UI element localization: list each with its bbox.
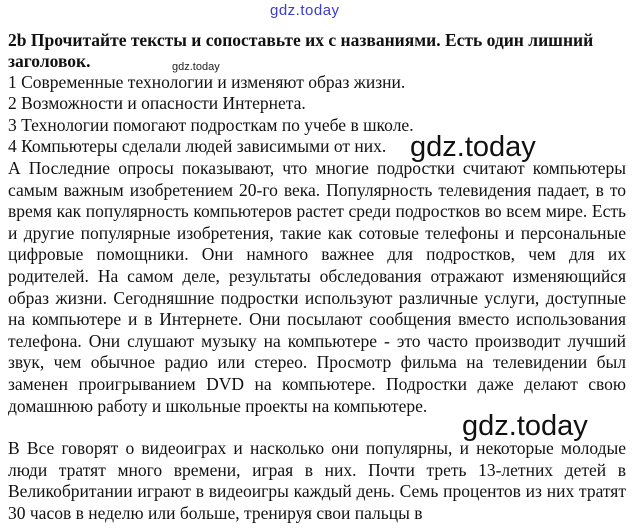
watermark-top: gdz.today (270, 2, 340, 19)
heading-option-4: 4 Компьютеры сделали людей зависимыми от них. (8, 136, 387, 156)
task-heading: 2b Прочитайте тексты и сопоставьте их с названиями. Есть один лишний заголовок. (8, 30, 594, 71)
watermark-large-b: gdz.today (462, 410, 588, 442)
text-a-paragraph: А Последние опросы показывают, что многие подростки считают компьютеры самым важным изобретением 20-го века. Популярность телевидения падает, в то время как популярность компьютеров растет среди подростков во всем мире. Есть и другие популярные изобретения, такие как сотовые телефоны и персональные цифровые помощники. Они намного важнее для подростков, чем для их родителей. На самом деле, результаты обследования отражают изменяющийся образ жизни. Сегодняшние подростки используют различные услуги, доступные на компьютере и в Интернете. Они посылают сообщения вместо использования телефона. Они слушают музыку на компьютере - это часто производит лучший звук, чем обычное радио или стерео. Просмотр фильма на телевидении был заменен проигрыванием DVD на компьютере. Подростки даже делают свою домашнюю работу и школьные проекты на компьютере. (8, 158, 626, 416)
watermark-small: gdz.today (172, 61, 220, 73)
heading-option-2: 2 Возможности и опасности Интернета. (8, 93, 306, 113)
heading-option-3: 3 Технологии помогают подросткам по учебе в школе. (8, 115, 414, 135)
text-b-paragraph: В Все говорят о видеоиграх и насколько они популярны, и некоторые молодые люди тратят много времени, играя в них. Почти треть 13-летних детей в Великобритании играют в видеоигры каждый день. Семь процентов из них тратят 30 часов в неделю или больше, тренируя свои пальцы в (8, 438, 626, 523)
heading-option-1: 1 Современные технологии и изменяют образ жизни. (8, 72, 406, 92)
watermark-large-a: gdz.today (410, 131, 536, 163)
